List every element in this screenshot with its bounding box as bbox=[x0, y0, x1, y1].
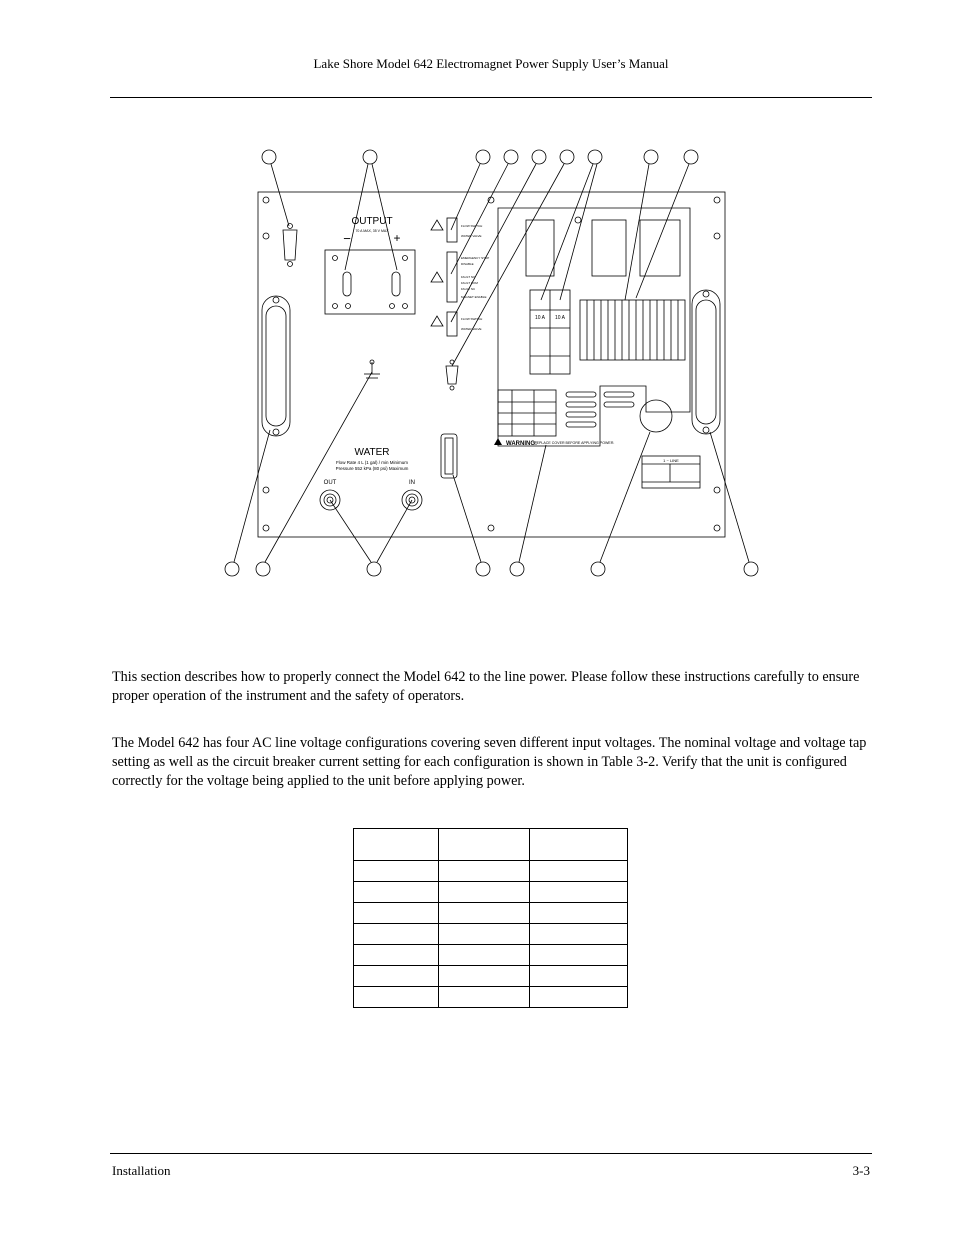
table-cell bbox=[354, 945, 439, 966]
callout-circle bbox=[532, 150, 546, 164]
table-row bbox=[354, 882, 628, 903]
table-cell bbox=[439, 966, 530, 987]
aux-label: FAULT NC bbox=[461, 287, 476, 291]
callout-circle bbox=[560, 150, 574, 164]
line-table-title: 1 ~ LINE bbox=[663, 458, 679, 463]
callout-circle bbox=[744, 562, 758, 576]
footer-page-number: 3-3 bbox=[852, 1163, 870, 1178]
callout-circle bbox=[225, 562, 239, 576]
pressure-text: Pressure 552 kPa (80 psi) Maximum bbox=[335, 466, 409, 471]
water-out-label: OUT bbox=[323, 480, 337, 486]
table-row bbox=[354, 966, 628, 987]
running-header: Lake Shore Model 642 Electromagnet Power Supply User’s Manual bbox=[313, 56, 669, 71]
aux-label: WATER VALVE bbox=[461, 234, 482, 238]
plus-sign: + bbox=[393, 231, 401, 245]
table-cell bbox=[354, 966, 439, 987]
table-cell bbox=[354, 861, 439, 882]
callout-circle bbox=[644, 150, 658, 164]
table-cell bbox=[439, 924, 530, 945]
table-cell bbox=[439, 861, 530, 882]
table-row bbox=[354, 945, 628, 966]
table-cell bbox=[439, 903, 530, 924]
table-cell bbox=[439, 945, 530, 966]
aux-label: EMERGENCY STOP bbox=[461, 256, 490, 260]
table-cell bbox=[530, 882, 628, 903]
warning-text: REPLACE COVER BEFORE APPLYING POWER. bbox=[534, 441, 615, 445]
minus-sign: − bbox=[343, 231, 351, 246]
callout-circle bbox=[476, 562, 490, 576]
callout-circle bbox=[684, 150, 698, 164]
breaker-1-label: 10 A bbox=[534, 315, 546, 321]
table-cell bbox=[530, 924, 628, 945]
table-row bbox=[354, 861, 628, 882]
table-cell bbox=[354, 903, 439, 924]
callout-circle bbox=[588, 150, 602, 164]
output-sublabel: 70 A MAX, 35 V MAX bbox=[355, 229, 389, 233]
breaker-2-label: 10 A bbox=[554, 315, 566, 321]
table-cell bbox=[530, 903, 628, 924]
water-label: WATER bbox=[354, 447, 390, 458]
aux-label: DISABLE bbox=[461, 262, 474, 266]
paragraph-line-power: This section describes how to properly connect the Model 642 to the line power. Please follow these instructions carefully to ensure proper operation of the instrument and the safety of operators. bbox=[112, 669, 860, 704]
table-cell bbox=[530, 966, 628, 987]
flow-rate-text: Flow Rate 4 L (1 gal) / min Minimum bbox=[335, 460, 409, 465]
warning-label: WARNING: bbox=[506, 441, 537, 447]
aux-label: FAULT COM bbox=[461, 281, 478, 285]
callout-circle bbox=[262, 150, 276, 164]
footer-rule bbox=[110, 1153, 872, 1154]
callout-circle bbox=[510, 562, 524, 576]
table-cell bbox=[439, 829, 530, 861]
aux-label: WATER VALVE bbox=[461, 327, 482, 331]
footer-section: Installation bbox=[112, 1163, 171, 1178]
rear-panel-figure bbox=[0, 0, 954, 600]
callout-circle bbox=[504, 150, 518, 164]
callout-circle bbox=[256, 562, 270, 576]
paragraph-voltage-config: The Model 642 has four AC line voltage configurations covering seven different input voltages. The nominal voltage and voltage tap setting as well as the circuit breaker current setting for each configuration is shown in Table 3-2. Verify that the unit is configured correctly for the voltage being applied to the unit before applying power. bbox=[112, 735, 867, 789]
table-cell bbox=[354, 882, 439, 903]
table-cell bbox=[439, 987, 530, 1008]
table-row bbox=[354, 829, 628, 861]
table-cell bbox=[530, 829, 628, 861]
aux-label: FLOW SWITCH bbox=[461, 317, 483, 321]
callout-circle bbox=[363, 150, 377, 164]
table-cell bbox=[354, 987, 439, 1008]
water-in-label: IN bbox=[409, 480, 415, 486]
table-cell bbox=[530, 987, 628, 1008]
table-cell bbox=[354, 829, 439, 861]
table-cell bbox=[354, 924, 439, 945]
output-label: OUTPUT bbox=[351, 216, 393, 227]
table-cell bbox=[530, 861, 628, 882]
aux-label: FLOW SWITCH bbox=[461, 224, 483, 228]
table-cell bbox=[439, 882, 530, 903]
callout-circle bbox=[591, 562, 605, 576]
table-cell bbox=[530, 945, 628, 966]
aux-label: MAGNET ENABLE bbox=[461, 295, 487, 299]
callout-circle bbox=[367, 562, 381, 576]
table-row bbox=[354, 903, 628, 924]
aux-label: FAULT NO bbox=[461, 275, 476, 279]
table-row bbox=[354, 987, 628, 1008]
table-row bbox=[354, 924, 628, 945]
callout-circle bbox=[476, 150, 490, 164]
voltage-config-table bbox=[353, 828, 628, 1008]
